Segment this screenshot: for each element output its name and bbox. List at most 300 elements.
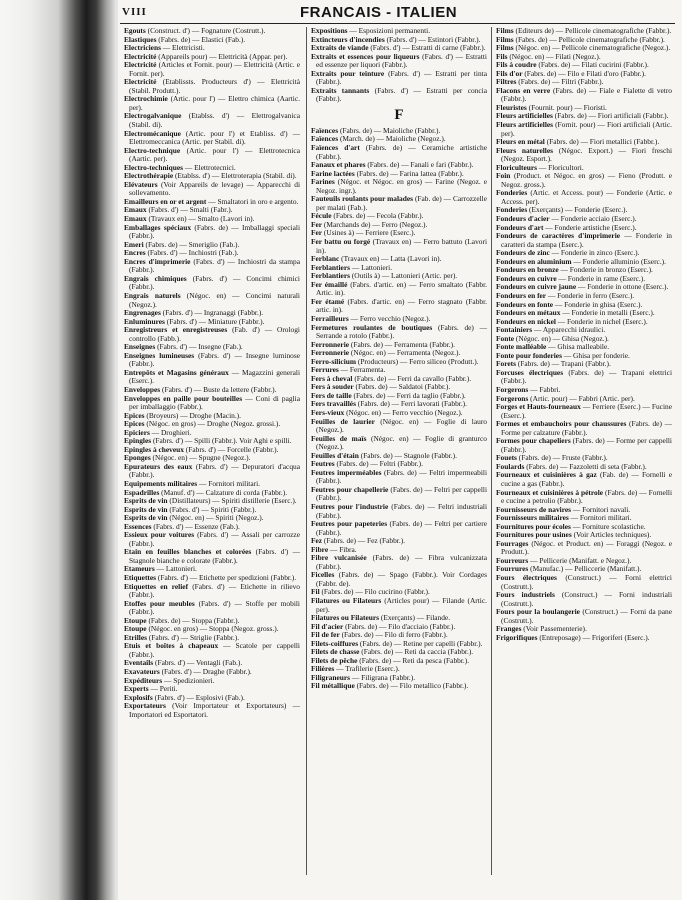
entry-headword: Fleuristes xyxy=(496,102,527,112)
entry-translation: — Fibra. xyxy=(328,544,357,554)
entry-headword: Franges xyxy=(496,624,522,634)
entry-headword: Enveloppes en paille pour bouteilles xyxy=(124,393,243,403)
entry-headword: Fécule xyxy=(311,211,332,221)
entry-headword: Fers-vieux xyxy=(311,407,345,417)
entry-translation: (Fabrs. de) — Fruste (Fabbr.). xyxy=(516,453,608,463)
entry-translation: (Fabrs. de) — Elastici (Fab.). xyxy=(156,34,246,44)
entry-headword: Engrais naturels xyxy=(124,290,181,300)
entry-translation: (Fabrs. de) — Maioliche (Fabbr.). xyxy=(338,125,441,135)
entry-translation: (Fabrs. de) — Trapani elettrici (Fabbr.). xyxy=(501,367,672,386)
entry-headword: Fournitures pour écoles xyxy=(496,521,571,531)
dictionary-entry xyxy=(124,548,300,565)
dictionary-entry xyxy=(496,121,672,138)
dictionary-entry xyxy=(124,258,300,275)
entry-translation: (Fabrs. d') — Assali per carrozze (Fabbr.). xyxy=(129,530,300,548)
dictionary-entry xyxy=(124,352,300,369)
entry-translation: (Construct.) — Forni industriali (Costrutt.). xyxy=(501,590,673,608)
entry-translation: (Travaux en) — Smalto (Lavori in). xyxy=(146,214,255,224)
entry-headword: Feuilles d'étain xyxy=(311,450,359,460)
entry-headword: Exportateurs xyxy=(124,701,166,711)
entry-headword: Fontainiers xyxy=(496,325,533,335)
entry-headword: Esprits de vin xyxy=(124,496,168,506)
entry-translation: (Entreposage) — Frigoriferi (Eserc.). xyxy=(537,632,650,642)
entry-translation: — Fonderie in caratteri da stampa (Eserc.). xyxy=(501,231,672,249)
entry-headword: Etoffes pour meubles xyxy=(124,598,195,608)
entry-translation: (Fabrs. d') — Etichette in rilievo (Fabbr.). xyxy=(129,581,300,600)
entry-headword: Epingles xyxy=(124,436,152,446)
entry-translation: (Travaux en) — Ferro battuto (Lavori in). xyxy=(316,237,487,255)
entry-headword: Eponges xyxy=(124,453,151,463)
entry-translation: (Fabrs. d') — Insegne (Fab.). xyxy=(155,342,243,352)
entry-translation: (Fabrs. d') — Ventagli (Fab.). xyxy=(153,658,243,668)
entry-translation: — Fabbri. xyxy=(528,384,561,394)
dictionary-entry xyxy=(311,597,487,614)
entry-translation: (Fabrs. de) — Fanali e fari (Fabbr.). xyxy=(365,160,474,170)
entry-translation: — Coni di paglia per imballaggio (Fabbr.). xyxy=(129,393,300,412)
entry-headword: Experts xyxy=(124,684,149,694)
entry-headword: Forets xyxy=(496,359,516,369)
entry-headword: Extincteurs d'incendies xyxy=(311,34,385,44)
dictionary-entry xyxy=(311,486,487,503)
column-2 xyxy=(311,27,487,691)
dictionary-entry xyxy=(496,87,672,104)
entry-translation: (Product. et Négoc. en gros) — Fieno (Produtt. e Negoz. gross.). xyxy=(501,171,672,189)
entry-translation: (Fabrs. d') — Insegne luminose (Fabbr.). xyxy=(129,350,300,369)
entry-headword: Etrilles xyxy=(124,632,147,642)
dictionary-entry xyxy=(311,435,487,452)
entry-headword: Fouets xyxy=(496,453,517,463)
entry-headword: Extraits de viande xyxy=(311,43,369,53)
entry-translation: (Fabrs. de) — Feltri per cartiere (Fabbr.). xyxy=(316,519,487,537)
dictionary-entry xyxy=(311,418,487,435)
entry-translation: (Fabrs. d') — Estratti per tinta (Fabbr.). xyxy=(316,68,487,87)
entry-translation: — Droghieri. xyxy=(149,427,192,437)
entry-headword: Filatures ou Filateurs xyxy=(311,613,380,623)
entry-translation: — Fonderie in rame (Eserc.). xyxy=(556,273,646,283)
entry-headword: Films xyxy=(496,43,514,53)
entry-headword: Etoupe xyxy=(124,615,147,625)
entry-headword: Expéditeurs xyxy=(124,675,163,685)
dictionary-entry xyxy=(124,326,300,343)
entry-translation: — Spedizionieri. xyxy=(162,675,215,685)
entry-translation: (Fabrs. de) — Fibra vulcanizzata (Fabbr.). xyxy=(316,553,488,571)
dictionary-entry xyxy=(124,95,300,112)
entry-translation: (Etablss. d') — Elettroterapia (Stabil. di). xyxy=(173,171,297,181)
entry-headword: Egouts xyxy=(124,26,146,35)
dictionary-entry xyxy=(124,130,300,147)
entry-headword: Foulards xyxy=(496,461,525,471)
entry-headword: Forgerons xyxy=(496,384,529,394)
entry-translation: (Manufac.) — Pelliccerie (Manifatt.). xyxy=(528,564,642,574)
dictionary-entry xyxy=(496,369,672,386)
entry-translation: (Fabrs. de) — Feltri industriali (Fabbr.). xyxy=(316,501,488,520)
entry-headword: Etiquettes xyxy=(124,573,157,582)
dictionary-entry xyxy=(124,702,300,719)
entry-headword: Essences xyxy=(124,521,152,531)
entry-headword: Fonderies xyxy=(496,205,528,215)
entry-headword: Fourrages xyxy=(496,538,529,548)
entry-translation: (Fabrs. de) — Fiori artificiali (Fabbr.). xyxy=(552,111,669,121)
entry-headword: Emaux xyxy=(124,214,147,224)
entry-headword: Encres xyxy=(124,248,146,258)
dictionary-entry xyxy=(496,232,672,249)
entry-headword: Exavateurs xyxy=(124,667,160,677)
entry-translation: (Fab. de) — Fornelli e cucine a gas (Fabbr.). xyxy=(501,470,672,488)
entry-translation: (Fabrs. d') — Spiriti (Fabbr.). xyxy=(167,504,257,514)
entry-headword: Fonte xyxy=(496,333,515,343)
entry-translation: — Fonderie in nichel (Eserc.). xyxy=(555,316,648,326)
entry-translation: — Ghisa per fonderie. xyxy=(561,350,630,360)
entry-headword: Fil de fer xyxy=(311,630,340,640)
entry-headword: Etain en feuilles blanches et colorées xyxy=(124,547,252,557)
entry-translation: (Fabrs. de) — Ferramenta (Fabbr.). xyxy=(349,339,455,349)
entry-headword: Filtres xyxy=(496,77,517,87)
entry-translation: (Fabrs. d') — Depuratori d'acqua (Fabbr.). xyxy=(129,461,300,480)
entry-headword: Fanaux et phares xyxy=(311,160,366,170)
entry-translation: (Exerçants) — Fonderie (Eserc.). xyxy=(527,205,628,215)
binding-gutter xyxy=(0,0,118,900)
dictionary-entry xyxy=(311,469,487,486)
entry-headword: Electrogalvanique xyxy=(124,111,182,121)
dictionary-entry xyxy=(496,189,672,206)
entry-translation: (Fabrs. de) — Fez (Fabbr.). xyxy=(322,536,405,546)
entry-headword: Expositions xyxy=(311,26,348,35)
entry-headword: Fermetures roulantes de boutiques xyxy=(311,322,433,332)
entry-translation: (Editeurs de) — Pellicole cinematografiche (Fabbr.). xyxy=(513,26,672,35)
entry-translation: (Fabrs. de) — Fiale e Fialette di vetro (Fabbr.). xyxy=(501,85,673,104)
entry-translation: — Lattonieri. xyxy=(350,262,393,272)
entry-headword: Fer émaillé xyxy=(311,279,348,289)
entry-headword: Espadrilles xyxy=(124,487,160,497)
dictionary-entry xyxy=(124,583,300,600)
entry-headword: Extraits et essences pour liqueurs xyxy=(311,51,420,61)
entry-headword: Fondeurs en fonte xyxy=(496,299,554,309)
entry-headword: Etiquettes en relief xyxy=(124,581,189,591)
entry-translation: — Fonderie in ghisa (Eserc.). xyxy=(553,299,643,309)
dictionary-entry xyxy=(496,172,672,189)
entry-translation: (Fabrs. de) — Fiori metallici (Fabbr.). xyxy=(544,137,660,147)
entry-translation: (Fabrs. d') — Estintori (Fabbr.). xyxy=(384,34,481,44)
entry-translation: (Fabrs. d') — Esplosivi (Fab.). xyxy=(152,692,245,702)
entry-translation: — Fonderie acciaio (Eserc.). xyxy=(549,214,637,224)
entry-headword: Epingles à cheveux xyxy=(124,444,184,454)
dictionary-entry xyxy=(124,463,300,480)
entry-translation: (Fabrs. de) — Filati cucirini (Fabbr.). xyxy=(536,60,649,70)
entry-translation: (Producteurs) — Ferro siliceo (Produtt.). xyxy=(356,356,479,366)
entry-headword: Fers de taille xyxy=(311,390,352,400)
entry-translation: — Fonderie in ferro (Eserc.). xyxy=(546,290,635,300)
entry-translation: (Fabrs. d') — Estratti per concia (Fabbr.). xyxy=(316,85,487,104)
entry-translation: (Fabrs. d') — Spilli (Fabbr.). Voir Aghi e spilli. xyxy=(151,436,292,446)
dictionary-entry xyxy=(124,275,300,292)
entry-headword: Filets de chasse xyxy=(311,647,360,657)
entry-headword: Enregistreurs et enregistreuses xyxy=(124,325,228,335)
entry-headword: Extraits pour teinture xyxy=(311,68,385,78)
entry-translation: (Fabrs. de) — Smeriglio (Fab.). xyxy=(143,239,240,249)
dictionary-entry xyxy=(496,403,672,420)
entry-translation: (Fabrs. de) — Ferri da taglio (Fabbr.). xyxy=(351,390,466,400)
entry-headword: Fondeurs en métaux xyxy=(496,308,561,318)
entry-translation: — Fornitori militari. xyxy=(197,478,260,488)
entry-headword: Fibre vulcanisée xyxy=(311,553,367,563)
entry-headword: Fondeurs d'acier xyxy=(496,214,550,224)
entry-headword: Explosifs xyxy=(124,692,153,702)
entry-translation: (Construct.) — Forni da pane (Costrutt.). xyxy=(501,607,672,625)
entry-headword: Filières xyxy=(311,664,335,674)
entry-translation: (Fab. de) — Carrozzelle per malati (Fab.). xyxy=(316,194,487,212)
dictionary-entry xyxy=(124,112,300,129)
entry-headword: Entrepôts et Magasins généraux xyxy=(124,367,229,377)
entry-translation: (Usines à) — Ferriere (Eserc.). xyxy=(322,228,416,238)
entry-translation: — Fonderie alluminio (Eserc.). xyxy=(571,256,666,266)
entry-headword: Fours industriels xyxy=(496,590,555,600)
entry-translation: (Fabrs. d') — Stagnole bianche e colorate (Fabbr.). xyxy=(129,547,301,565)
entry-translation: — Ferriere (Eserc.) — Fucine (Eserc.). xyxy=(501,402,672,420)
entry-headword: Ferronnerie xyxy=(311,339,350,349)
entry-translation: (Fabrs. de) — Farina lattea (Fabbr.). xyxy=(354,168,464,178)
dictionary-entry xyxy=(496,147,672,164)
entry-translation: — Trafilerie (Eserc.). xyxy=(334,664,400,674)
entry-translation: (Négoc. en) — Pellicole cinematografiche (Negoz.). xyxy=(513,43,671,53)
entry-headword: Equipements militaires xyxy=(124,478,198,488)
dictionary-entry xyxy=(311,53,487,70)
column-3 xyxy=(496,27,672,642)
entry-translation: — Fonderie in bronzo (Eserc.). xyxy=(558,265,653,275)
entry-headword: Faïences xyxy=(311,125,339,135)
entry-translation: (Voir Passementerie). xyxy=(521,624,587,634)
entry-headword: Feutres pour papeteries xyxy=(311,519,388,529)
entry-translation: (Etablss. d') — Elettrogalvanica (Stabil. di). xyxy=(129,111,300,130)
entry-translation: — Floricultori. xyxy=(537,162,584,172)
dictionary-entry xyxy=(311,324,487,341)
entry-translation: (Fabrs. de) — Ceramiche artistiche (Fabbr.). xyxy=(316,143,487,161)
entry-headword: Electrothérapie xyxy=(124,171,174,181)
entry-translation: (Fabrs. de) — Fazzoletti di seta (Fabbr.). xyxy=(524,461,647,471)
dictionary-entry xyxy=(124,531,300,548)
entry-translation: (Artic. et Access. pour) — Fonderie (Artic. e Access. per). xyxy=(501,188,672,206)
entry-headword: Fers à souder xyxy=(311,382,354,392)
dictionary-entry xyxy=(311,195,487,212)
entry-translation: (Fabrs. d') — Forcelle (Fabbr.). xyxy=(183,444,279,454)
entry-translation: (Fabrs. d') — Smalti (Fabr.). xyxy=(146,205,233,215)
dictionary-entry xyxy=(311,682,487,691)
dictionary-entry xyxy=(124,642,300,659)
entry-headword: Elastiques xyxy=(124,34,157,44)
entry-headword: Fer battu ou forgé xyxy=(311,237,371,247)
entry-headword: Etoupe xyxy=(124,624,147,634)
dictionary-entry xyxy=(496,489,672,506)
entry-headword: Flacons en verre xyxy=(496,85,551,95)
entry-headword: Fondeurs en aluminium xyxy=(496,256,572,266)
entry-translation: (Fabrs. d') — Estratti ed essenze per liquori (Fabbr.). xyxy=(316,51,487,70)
entry-translation: (Articles et Fornit. pour) — Elettricità (Artic. e Fornit. per). xyxy=(129,60,300,78)
entry-translation: (Négoc. en gros) — Stoppa (Negoz. gross.). xyxy=(146,624,279,634)
entry-translation: — Fornitori navali. xyxy=(571,504,631,514)
entry-headword: Elévateurs xyxy=(124,179,158,189)
entry-headword: Fournitures pour usines xyxy=(496,530,572,540)
column-divider xyxy=(491,27,492,875)
dictionary-entry xyxy=(496,540,672,557)
entry-translation: (Fournit. pour) — Fioristi. xyxy=(526,102,607,112)
entry-headword: Esprits de vin xyxy=(124,513,168,523)
dictionary-entry xyxy=(496,574,672,591)
entry-headword: Esprits de vin xyxy=(124,504,168,514)
entry-headword: Fers à cheval xyxy=(311,373,353,383)
dictionary-entry xyxy=(311,298,487,315)
entry-headword: Fil d'acier xyxy=(311,621,344,631)
entry-translation: (Fabrs. d') — Estratti di carne (Fabbr.). xyxy=(368,43,486,53)
entry-translation: (Outils à) — Lattonieri (Artic. per). xyxy=(350,271,458,281)
entry-headword: Filigraneurs xyxy=(311,672,351,682)
entry-headword: Filets de pêche xyxy=(311,655,358,665)
entry-headword: Fil métallique xyxy=(311,681,355,691)
entry-headword: Ferblantiers xyxy=(311,271,350,281)
entry-translation: — Fonderie in metalli (Eserc.). xyxy=(560,308,655,318)
entry-headword: Electro-technique xyxy=(124,145,181,155)
entry-translation: — Fonderie in ottone (Eserc.). xyxy=(576,282,669,292)
entry-headword: Fourrures xyxy=(496,564,529,574)
entry-headword: Fourneaux et cuisinières à pétrole xyxy=(496,487,604,497)
dictionary-entry xyxy=(496,471,672,488)
entry-headword: Feutres pour l'industrie xyxy=(311,501,389,511)
entry-translation: (Fabrs. de) — Feltri per cappelli (Fabbr.). xyxy=(316,484,487,503)
entry-headword: Enseignes xyxy=(124,342,156,352)
entry-translation: (Fabrs. de) — Filtri (Fabbr.). xyxy=(516,77,604,87)
entry-translation: (Négoc. en) — Spiriti (Negoz.). xyxy=(167,513,264,523)
dictionary-entry xyxy=(311,503,487,520)
entry-headword: Fours électriques xyxy=(496,573,557,582)
entry-headword: Formes pour chapeliers xyxy=(496,436,571,446)
entry-headword: Ferblanc xyxy=(311,254,340,264)
entry-headword: Electricité xyxy=(124,77,157,87)
entry-translation: (Fabrs. de) — Filo di ferro (Fabbr.). xyxy=(339,630,448,640)
entry-headword: Ferrures xyxy=(311,365,339,375)
entry-headword: Faïences xyxy=(311,134,339,144)
entry-translation: (Fabrs. de) — Feltri impermeabili (Fabbr.). xyxy=(316,467,487,486)
entry-translation: (Fabrs. de) — Filo e Filati d'oro (Fabbr.). xyxy=(522,68,646,78)
dictionary-entry xyxy=(311,178,487,195)
entry-headword: Fondeurs de zinc xyxy=(496,248,550,258)
entry-headword: Filatures ou Filateurs xyxy=(311,596,382,605)
dictionary-entry xyxy=(311,87,487,104)
entry-headword: Ferblantiers xyxy=(311,262,350,272)
entry-translation: — Apparecchi idraulici. xyxy=(532,325,606,335)
entry-headword: Ferrailleurs xyxy=(311,313,349,323)
dictionary-entry xyxy=(496,437,672,454)
page-number: VIII xyxy=(122,6,147,18)
entry-headword: Ferronnerie xyxy=(311,348,350,358)
entry-headword: Electricité xyxy=(124,51,157,61)
entry-translation: (Fornit. pour) — Fiori artificiali (Artic. per). xyxy=(501,120,672,138)
entry-translation: (Fabrs. d') — Buste da lettere (Fabbr.). xyxy=(160,384,277,394)
entry-translation: — Ferramenta. xyxy=(338,365,386,375)
entry-translation: — Forniture scolastiche. xyxy=(570,521,646,531)
entry-headword: Fleurs artificielles xyxy=(496,111,553,121)
entry-headword: Forcuses électriques xyxy=(496,367,564,377)
entry-headword: Fibre xyxy=(311,544,329,554)
entry-translation: (Fabrs. de) — Forme per cappelli (Fabbr.). xyxy=(501,436,672,454)
entry-headword: Films xyxy=(496,34,514,44)
entry-translation: (Négoc. et Négoc. en gros) — Farine (Negoz. e Negoz. ingr.). xyxy=(316,177,487,195)
entry-translation: (Fabrs. de) — Stagnole (Fabbr.). xyxy=(358,450,457,460)
entry-headword: Faïences d'art xyxy=(311,143,360,153)
entry-headword: Fers travaillés xyxy=(311,399,356,409)
entry-translation: (Marchands de) — Ferro (Negoz.). xyxy=(322,219,428,229)
entry-translation: (Négoc. en) — Foglie di lauro (Negoz.). xyxy=(316,416,487,435)
entry-translation: (Négoc. en) — Filati (Negoz.). xyxy=(507,51,601,61)
entry-headword: Feutres xyxy=(311,459,335,469)
dictionary-entry xyxy=(496,608,672,625)
entry-headword: Eventails xyxy=(124,658,154,668)
entry-headword: Enseignes lumineuses xyxy=(124,350,195,360)
header-rule xyxy=(120,23,675,24)
entry-translation: (Fabrs. d') — Inchiostri (Fab.). xyxy=(145,248,239,258)
entry-headword: Electricité xyxy=(124,60,157,70)
entry-headword: Feuilles de maïs xyxy=(311,433,367,443)
entry-headword: Epices xyxy=(124,410,145,420)
entry-translation: (Broyeurs) — Droghe (Macin.). xyxy=(144,410,241,420)
dictionary-entry xyxy=(496,591,672,608)
entry-translation: (Manuf. d') — Calzature di corda (Fabbr.). xyxy=(159,487,288,497)
entry-headword: Etuis et boîtes à chapeaux xyxy=(124,641,219,651)
entry-headword: Epiciers xyxy=(124,427,150,437)
entry-translation: (Voir Articles techniques). xyxy=(571,530,652,540)
entry-headword: Enveloppes xyxy=(124,384,161,394)
entry-translation: (Fabrs. d') — Striglie (Fabbr.). xyxy=(147,632,240,642)
entry-translation: (Fabrs. de) — Reti da pesca (Fabbr.). xyxy=(357,655,470,665)
entry-translation: (Fabrs. d') — Concimi chimici (Fabbr.). xyxy=(129,273,300,292)
entry-translation: (Fabrs. de) — Fecola (Fabbr.). xyxy=(331,211,424,221)
entry-headword: Fondeurs d'art xyxy=(496,222,544,232)
entry-headword: Engrenages xyxy=(124,308,161,318)
entry-translation: (Fabrs. d') — Miniature (Fabbr.). xyxy=(164,316,265,326)
dictionary-entry xyxy=(124,292,300,309)
entry-headword: Fil xyxy=(311,587,320,597)
entry-translation: (Distillateurs) — Spiriti distillerie (Eserc.). xyxy=(167,496,297,506)
entry-translation: — Scatole per cappelli (Fabbr.). xyxy=(129,641,300,659)
entry-translation: (Fabrs. de) — Feltri (Fabbr.). xyxy=(334,459,423,469)
entry-headword: Epurateurs des eaux xyxy=(124,461,193,471)
entry-headword: Forges et Hauts-fourneaux xyxy=(496,402,581,412)
entry-translation: (Construct.) — Forni elettrici (Costrutt.). xyxy=(501,573,672,591)
entry-translation: — Smaltatori in oro e argento. xyxy=(206,196,299,206)
entry-translation: (Artic. pour l') — Elettro chimica (Aartic. per). xyxy=(129,94,300,112)
entry-translation: (Fabrs. d') — Essenze (Fab.). xyxy=(151,521,240,531)
entry-headword: Ferro-silicium xyxy=(311,356,357,366)
entry-translation: (Fabrs. d') — Etichette per spedizioni (Fabbr.). xyxy=(156,573,297,582)
entry-translation: — Magazzini generali (Eserc.). xyxy=(129,367,300,386)
entry-headword: Farines xyxy=(311,177,335,187)
entry-headword: Fez xyxy=(311,536,323,546)
entry-translation: (March. de) — Maioliche (Negoz.). xyxy=(338,134,446,144)
entry-translation: (Négoc. en) — Ferramenta (Negoz.). xyxy=(349,348,461,358)
entry-translation: (Fabrs. de) — Serrande a rotolo (Fabbr.). xyxy=(316,322,488,341)
entry-translation: — Fonderie artistiche (Eserc.). xyxy=(543,222,637,232)
dictionary-entry xyxy=(311,238,487,255)
entry-translation: — Esposizioni permanenti. xyxy=(347,26,431,35)
running-head: FRANCAIS - ITALIEN xyxy=(300,4,458,21)
entry-translation: — Elettricisti. xyxy=(160,43,205,53)
entry-headword: Floriculteurs xyxy=(496,162,538,172)
entry-headword: Emaux xyxy=(124,205,147,215)
entry-headword: Emeri xyxy=(124,239,144,249)
entry-translation: (Négoc. en) — Ghisa (Negoz.). xyxy=(514,333,609,343)
column-divider xyxy=(306,27,307,875)
entry-translation: (Fabrs. d') — Inchiostri da stampa (Fabbr.). xyxy=(129,256,301,275)
entry-translation: (Fabrs. de) — Filo cucirino (Fabbr.). xyxy=(319,587,430,597)
dictionary-entry xyxy=(124,181,300,198)
entry-translation: (Fabrs. de) — Forme per calzature (Fabbr.). xyxy=(501,419,672,437)
